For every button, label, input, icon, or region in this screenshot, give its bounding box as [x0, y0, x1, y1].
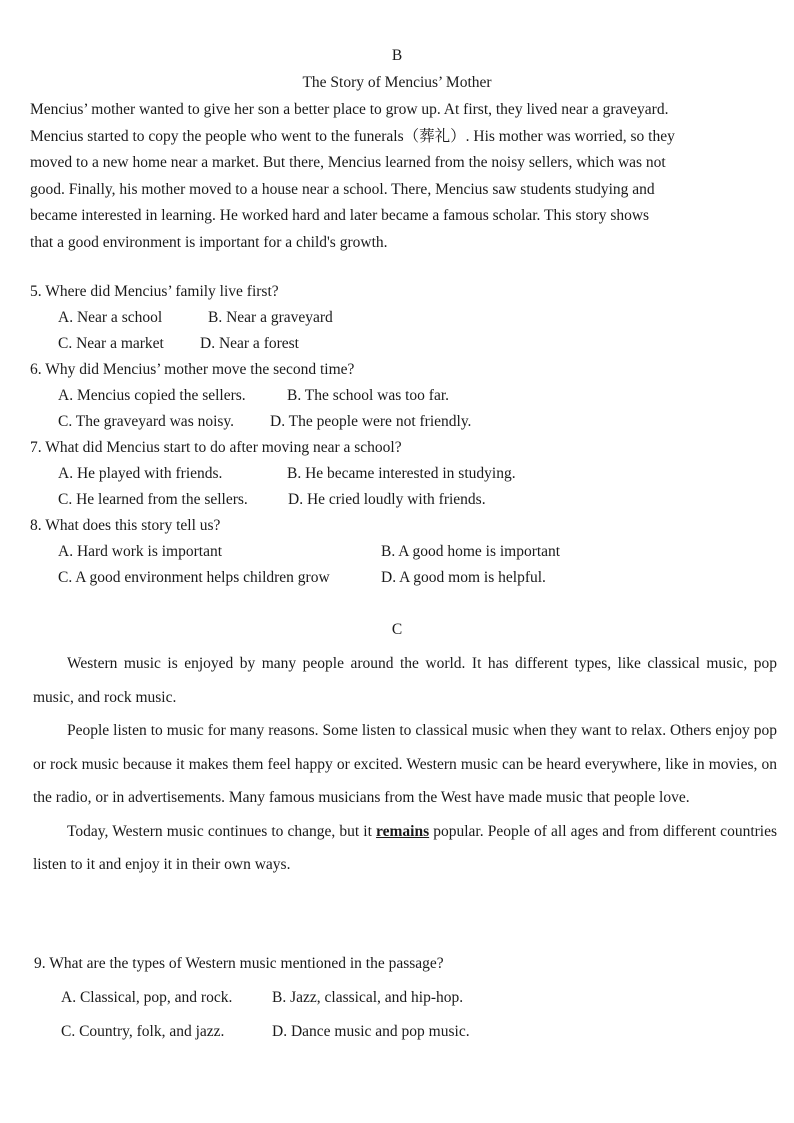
question-5-option-d: D. Near a forest: [200, 335, 299, 352]
section-c-passage: [33, 647, 777, 882]
question-6-option-b: B. The school was too far.: [287, 387, 450, 404]
passage-paragraph: [33, 714, 777, 815]
paragraph-text: People listen to music for many reasons. Some listen to classical music when they want to relax. Others enjoy pop or rock music because it makes them feel happy or excited. Western music can be heard everywhere, like in movies, on the radio, or in advertisements. Many famous musicians from the West have made music that people love.: [33, 722, 777, 806]
question-7-option-c: C. He learned from the sellers.: [58, 491, 248, 508]
question-6-option-a: A. Mencius copied the sellers.: [58, 387, 246, 404]
question-9-stem: 9. What are the types of Western music mentioned in the passage?: [34, 955, 444, 972]
question-5-option-b: B. Near a graveyard: [208, 309, 333, 326]
question-5-option-a: A. Near a school: [58, 309, 163, 326]
question-8-option-a: A. Hard work is important: [58, 543, 223, 560]
highlighted-word: remains: [376, 822, 430, 840]
passage-paragraph: [33, 815, 777, 882]
section-c-letter: C: [391, 621, 403, 638]
question-6-option-d: D. The people were not friendly.: [270, 413, 472, 430]
question-7-option-a: A. He played with friends.: [58, 465, 223, 482]
question-7-option-d: D. He cried loudly with friends.: [288, 491, 486, 508]
passage-line: Mencius’ mother wanted to give her son a better place to grow up. At first, they lived near a graveyard.: [30, 101, 669, 118]
question-9-option-a: A. Classical, pop, and rock.: [61, 989, 233, 1006]
paragraph-text: Today, Western music continues to change, but it: [67, 822, 377, 840]
question-5-stem: 5. Where did Mencius’ family live first?: [30, 283, 279, 300]
question-7-option-b: B. He became interested in studying.: [287, 465, 516, 482]
question-9-option-b: B. Jazz, classical, and hip-hop.: [272, 989, 464, 1006]
question-7-stem: 7. What did Mencius start to do after moving near a school?: [30, 439, 402, 456]
passage-line: Mencius started to copy the people who went to the funerals（葬礼）. His mother was worried, so they: [30, 127, 675, 145]
section-b-passage: [30, 97, 776, 256]
question-8-option-c: C. A good environment helps children grow: [58, 569, 330, 586]
question-6-option-c: C. The graveyard was noisy.: [58, 413, 235, 430]
passage-paragraph: [33, 647, 777, 714]
passage-line: that a good environment is important for a child's growth.: [30, 233, 388, 251]
question-8-option-b: B. A good home is important: [381, 543, 561, 560]
question-5-option-c: C. Near a market: [58, 335, 164, 352]
passage-line: good. Finally, his mother moved to a house near a school. There, Mencius saw students studying and: [30, 180, 655, 198]
section-b-title: The Story of Mencius’ Mother: [302, 74, 492, 91]
question-9-option-c: C. Country, folk, and jazz.: [61, 1023, 225, 1040]
question-9-option-d: D. Dance music and pop music.: [272, 1023, 470, 1040]
passage-line: became interested in learning. He worked hard and later became a famous scholar. This story shows: [30, 207, 650, 224]
paragraph-text: popular. People of all ages and from different countries listen to it and enjoy it in their own ways.: [33, 822, 778, 873]
question-8-stem: 8. What does this story tell us?: [30, 517, 221, 534]
passage-line: moved to a new home near a market. But there, Mencius learned from the noisy sellers, which was not: [30, 154, 666, 171]
question-8-option-d: D. A good mom is helpful.: [381, 569, 546, 586]
paragraph-text: Western music is enjoyed by many people around the world. It has different types, like classical music, pop music, and rock music.: [33, 655, 777, 706]
section-b-letter: B: [391, 47, 403, 64]
question-6-stem: 6. Why did Mencius’ mother move the second time?: [30, 361, 355, 378]
